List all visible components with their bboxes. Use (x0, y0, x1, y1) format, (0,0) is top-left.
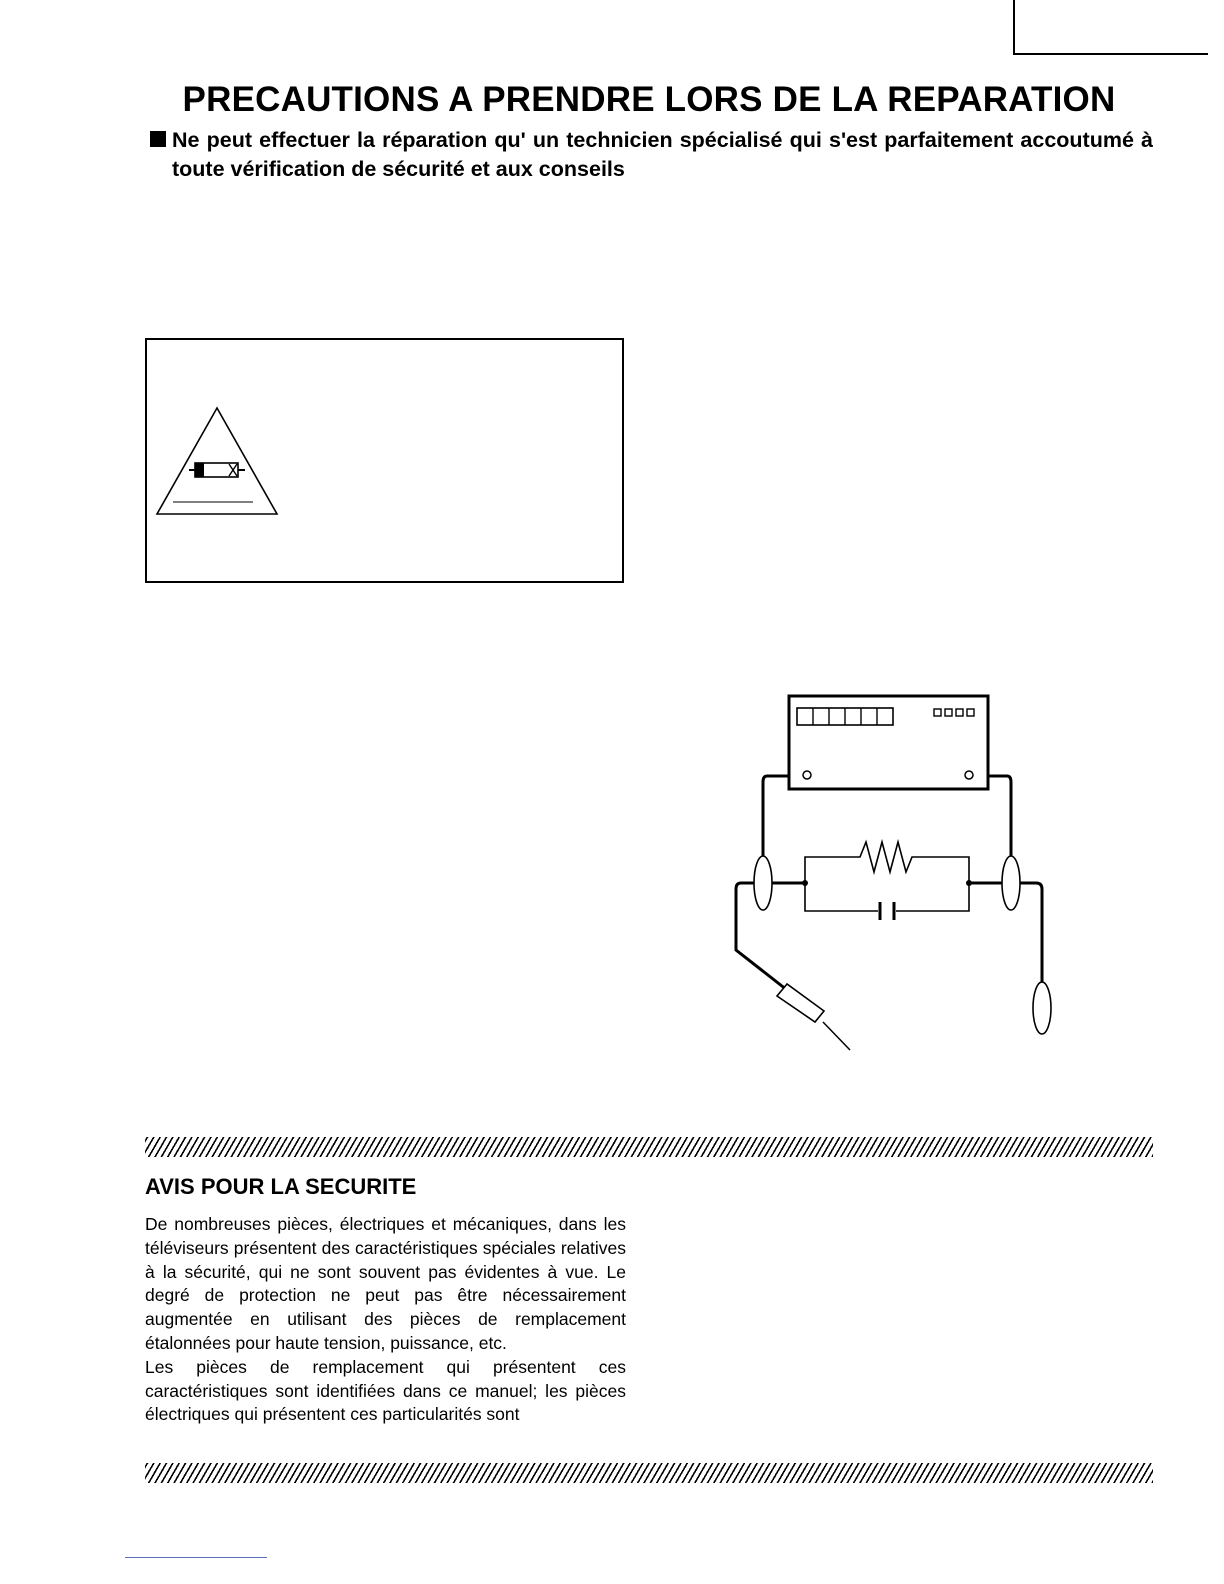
safety-paragraph: Les pièces de remplacement qui présentent ces caractéristiques sont identifiées dans ce manuel; les pièces électriques qui présentent ces particularités sont (145, 1356, 626, 1425)
fuse-warning-triangle-icon (155, 406, 279, 516)
corner-box (1013, 0, 1208, 55)
safety-section-title: AVIS POUR LA SECURITE (145, 1174, 417, 1199)
footer-rule (125, 1557, 267, 1558)
safety-paragraph: De nombreuses pièces, électriques et mécaniques, dans les téléviseurs présentent des caractéristiques spéciales relatives à la sécurité, qui ne sont souvent pas évidentes à vue. Le degré de protection ne peut pas être nécessairement augmentée en utilisant des pièces de remplacement étalonnées pour haute tension, puissance, etc. (145, 1214, 626, 1353)
page-title: PRECAUTIONS A PRENDRE LORS DE LA REPARATION (182, 80, 1116, 119)
hatched-divider-top (145, 1137, 1153, 1157)
hatched-divider-bottom (145, 1463, 1153, 1483)
square-bullet-icon (150, 131, 166, 147)
intro-text: Ne peut effectuer la réparation qu' un technicien spécialisé qui s'est parfaitement accoutumé à toute vérification de sécurité et aux conseils (172, 128, 1153, 181)
meter-box (789, 696, 988, 789)
leakage-test-circuit-diagram (725, 690, 1065, 1060)
safety-section-body (145, 1213, 626, 1427)
intro-paragraph (150, 126, 1153, 184)
fuse-warning-box (145, 338, 624, 583)
